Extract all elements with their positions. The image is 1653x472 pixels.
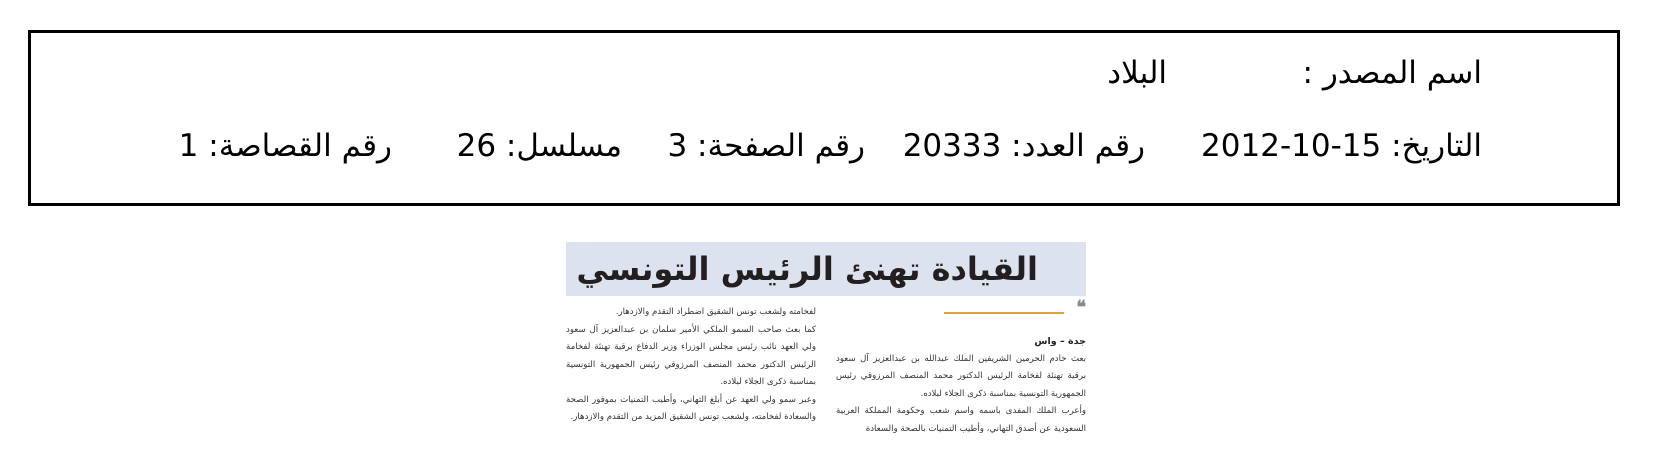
article-paragraph: وأعرب الملك المفدى باسمه واسم شعب وحكومة المملكة العربية السعودية عن أصدق التهاني، وأطيب التمنيات بالصحة والسعادة — [836, 406, 1086, 434]
article-column-left — [566, 304, 816, 427]
serial-field: مسلسل: 26 — [456, 128, 622, 164]
article-paragraph: بعث خادم الحرمين الشريفين الملك عبدالله بن عبدالعزيز آل سعود برقية تهنئة لفخامة الرئيس الدكتور محمد المنصف المرزوقي رئيس الجمهورية التونسية بمناسبة ذكرى الجلاء لبلاده. — [836, 353, 1086, 399]
date-field: التاريخ: 15-10-2012 — [1201, 128, 1482, 164]
source-value: البلاد — [1107, 55, 1167, 91]
divider-rule — [944, 312, 1064, 314]
headline-banner — [566, 242, 1086, 296]
quote-icon: ❝ — [1076, 297, 1086, 318]
clip-number-field: رقم القصاصة: 1 — [178, 128, 392, 164]
article-paragraph: كما بعث صاحب السمو الملكي الأمير سلمان بن عبدالعزيز آل سعود ولي العهد نائب رئيس مجلس الوزراء وزير الدفاع برقية تهنئة لفخامة الرئيس الدكتور محمد المنصف المرزوقي رئيس الجمهورية التونسية بمناسبة ذكرى الجلاء لبلاده. — [566, 324, 816, 387]
page-number-field: رقم الصفحة: 3 — [667, 128, 865, 164]
article-column-right — [836, 297, 1086, 438]
article-paragraph: لفخامته ولشعب تونس الشقيق اضطراد التقدم والازدهار. — [615, 307, 816, 317]
issue-number-field: رقم العدد: 20333 — [902, 128, 1145, 164]
article-paragraph: وعبر سمو ولي العهد عن أبلغ التهاني، وأطيب التمنيات بموفور الصحة والسعادة لفخامته، ولشعب تونس الشقيق المزيد من التقدم والازدهار. — [566, 394, 816, 422]
details-row — [31, 126, 1617, 166]
newspaper-clipping — [566, 242, 1086, 452]
source-row — [31, 53, 1617, 93]
article-headline: القيادة تهنئ الرئيس التونسي — [576, 250, 1038, 288]
article-dateline: جدة – واس — [1034, 336, 1086, 347]
metadata-box — [28, 30, 1620, 206]
source-label: اسم المصدر : — [1302, 55, 1482, 91]
quote-rule — [836, 297, 1086, 321]
